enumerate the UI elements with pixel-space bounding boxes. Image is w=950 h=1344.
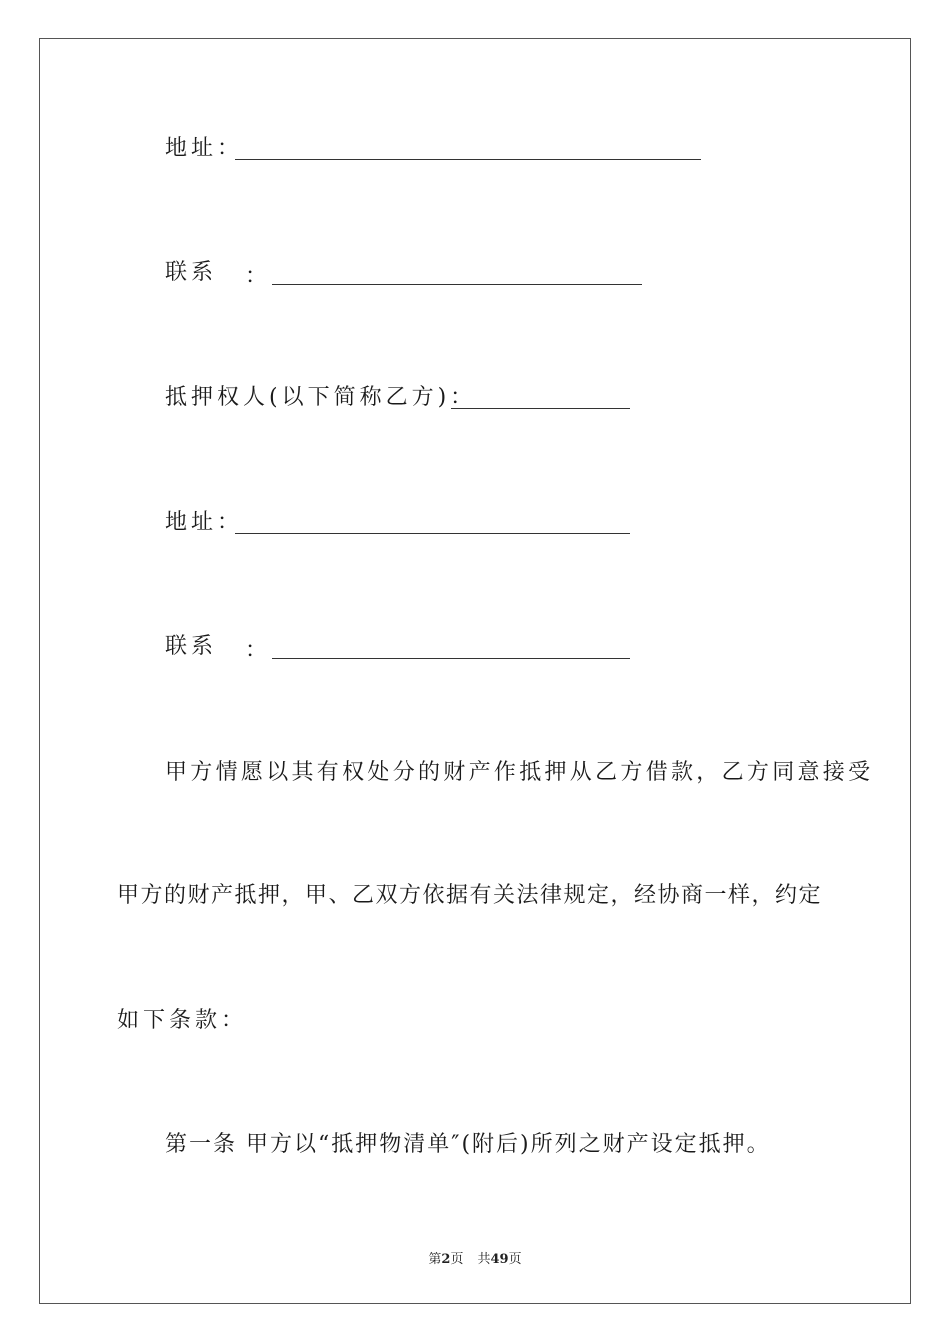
field-address-2-label: 地址： [165, 510, 244, 535]
field-mortgagee-blank[interactable] [451, 408, 630, 409]
field-contact-2-colon: ： [245, 638, 272, 663]
page-footer [0, 1248, 950, 1267]
field-contact-2-blank[interactable] [272, 658, 630, 659]
footer-page-number: 2 [441, 1252, 451, 1267]
field-address-1-blank[interactable] [235, 159, 701, 160]
field-contact-1-label: 联系 [165, 260, 218, 285]
paragraph-line-1: 甲方情愿以其有权处分的财产作抵押从乙方借款，乙方同意接受 [165, 760, 874, 785]
field-contact-2-label: 联系 [165, 634, 218, 659]
footer-total-prefix: 共 [477, 1252, 491, 1267]
paragraph-line-3: 如下条款： [117, 1008, 248, 1033]
article-1: 第一条 甲方以“抵押物清单″(附后)所列之财产设定抵押。 [165, 1132, 771, 1157]
field-contact-1-blank[interactable] [272, 284, 642, 285]
field-address-1-label: 地址： [165, 136, 244, 161]
paragraph-line-2: 甲方的财产抵押，甲、乙双方依据有关法律规定，经协商一样，约定 [117, 883, 823, 908]
footer-page-prefix: 第 [428, 1252, 442, 1267]
footer-total-pages: 49 [490, 1252, 509, 1267]
field-mortgagee-label: 抵押权人(以下简称乙方)： [165, 385, 477, 410]
footer-page-suffix: 页 [450, 1252, 464, 1267]
field-contact-1-colon: ： [245, 264, 272, 289]
field-address-2-blank[interactable] [235, 533, 630, 534]
page-frame [39, 38, 911, 1304]
footer-total-suffix: 页 [508, 1252, 522, 1267]
